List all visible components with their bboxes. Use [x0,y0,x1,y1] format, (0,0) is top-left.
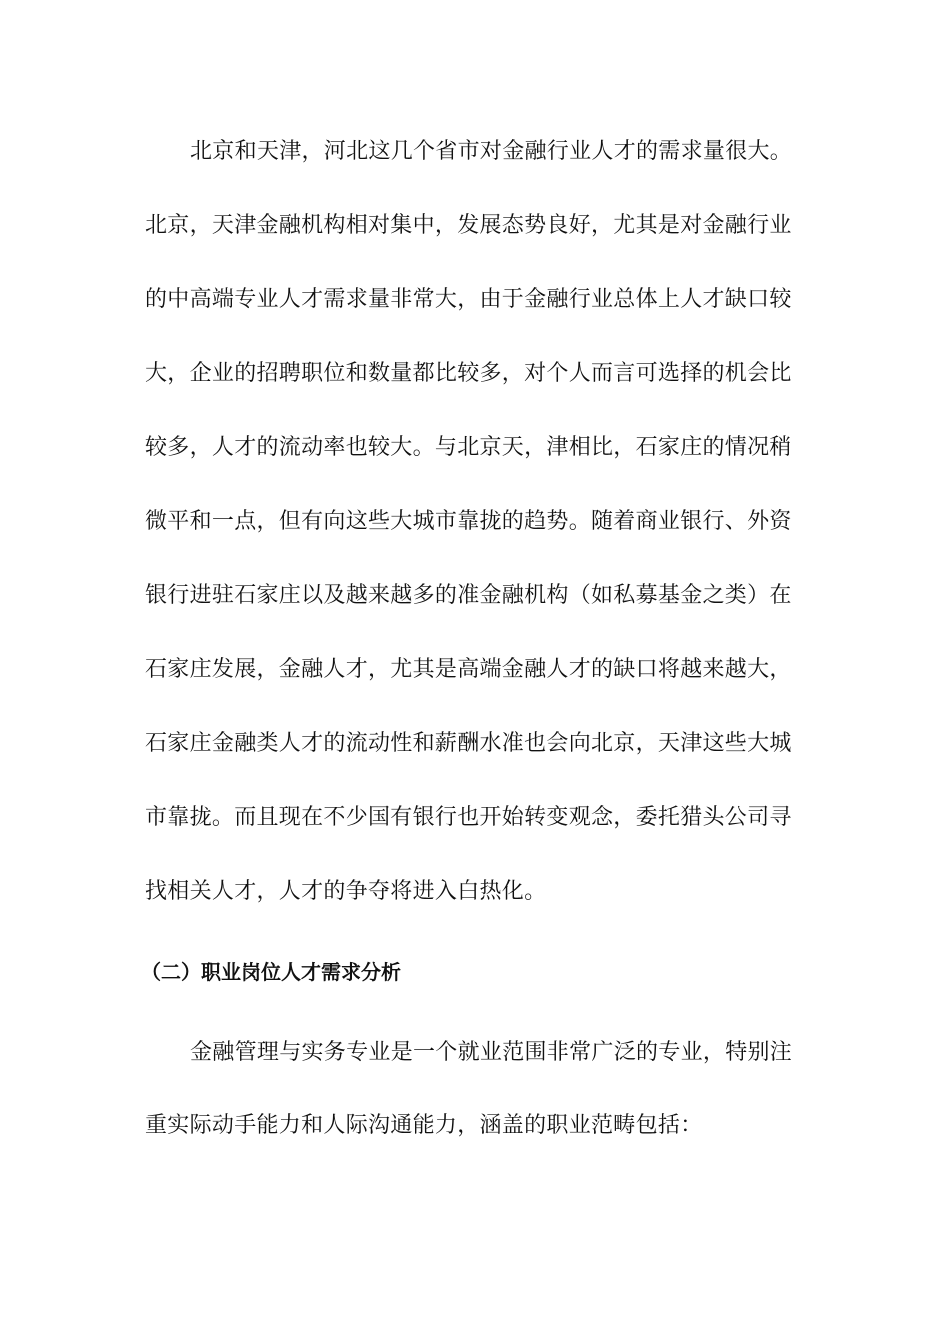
paragraph-1-line-4: 大，企业的招聘职位和数量都比较多，对个人而言可选择的机会比 [145,361,792,386]
paragraph-1-line-9: 石家庄金融类人才的流动性和薪酬水准也会向北京，天津这些大城 [145,731,792,756]
paragraph-1-line-11: 找相关人才，人才的争夺将进入白热化。 [145,879,547,904]
paragraph-1-line-5: 较多，人才的流动率也较大。与北京天，津相比，石家庄的情况稍 [145,435,792,460]
section-heading: （二）职业岗位人才需求分析 [141,960,401,984]
paragraph-1-line-1: 北京和天津，河北这几个省市对金融行业人才的需求量很大。 [190,139,793,164]
paragraph-1-line-7: 银行进驻石家庄以及越来越多的准金融机构（如私募基金之类）在 [145,583,792,608]
paragraph-1-line-2: 北京，天津金融机构相对集中，发展态势良好，尤其是对金融行业 [145,213,792,238]
paragraph-1-line-10: 市靠拢。而且现在不少国有银行也开始转变观念，委托猎头公司寻 [145,805,792,830]
paragraph-1-line-6: 微平和一点，但有向这些大城市靠拢的趋势。随着商业银行、外资 [145,509,792,534]
paragraph-1-line-8: 石家庄发展，金融人才，尤其是高端金融人才的缺口将越来越大， [145,657,792,682]
paragraph-2-line-2: 重实际动手能力和人际沟通能力，涵盖的职业范畴包括： [145,1113,703,1138]
paragraph-1-line-3: 的中高端专业人才需求量非常大，由于金融行业总体上人才缺口较 [145,287,792,312]
paragraph-2-line-1: 金融管理与实务专业是一个就业范围非常广泛的专业，特别注 [190,1040,793,1065]
